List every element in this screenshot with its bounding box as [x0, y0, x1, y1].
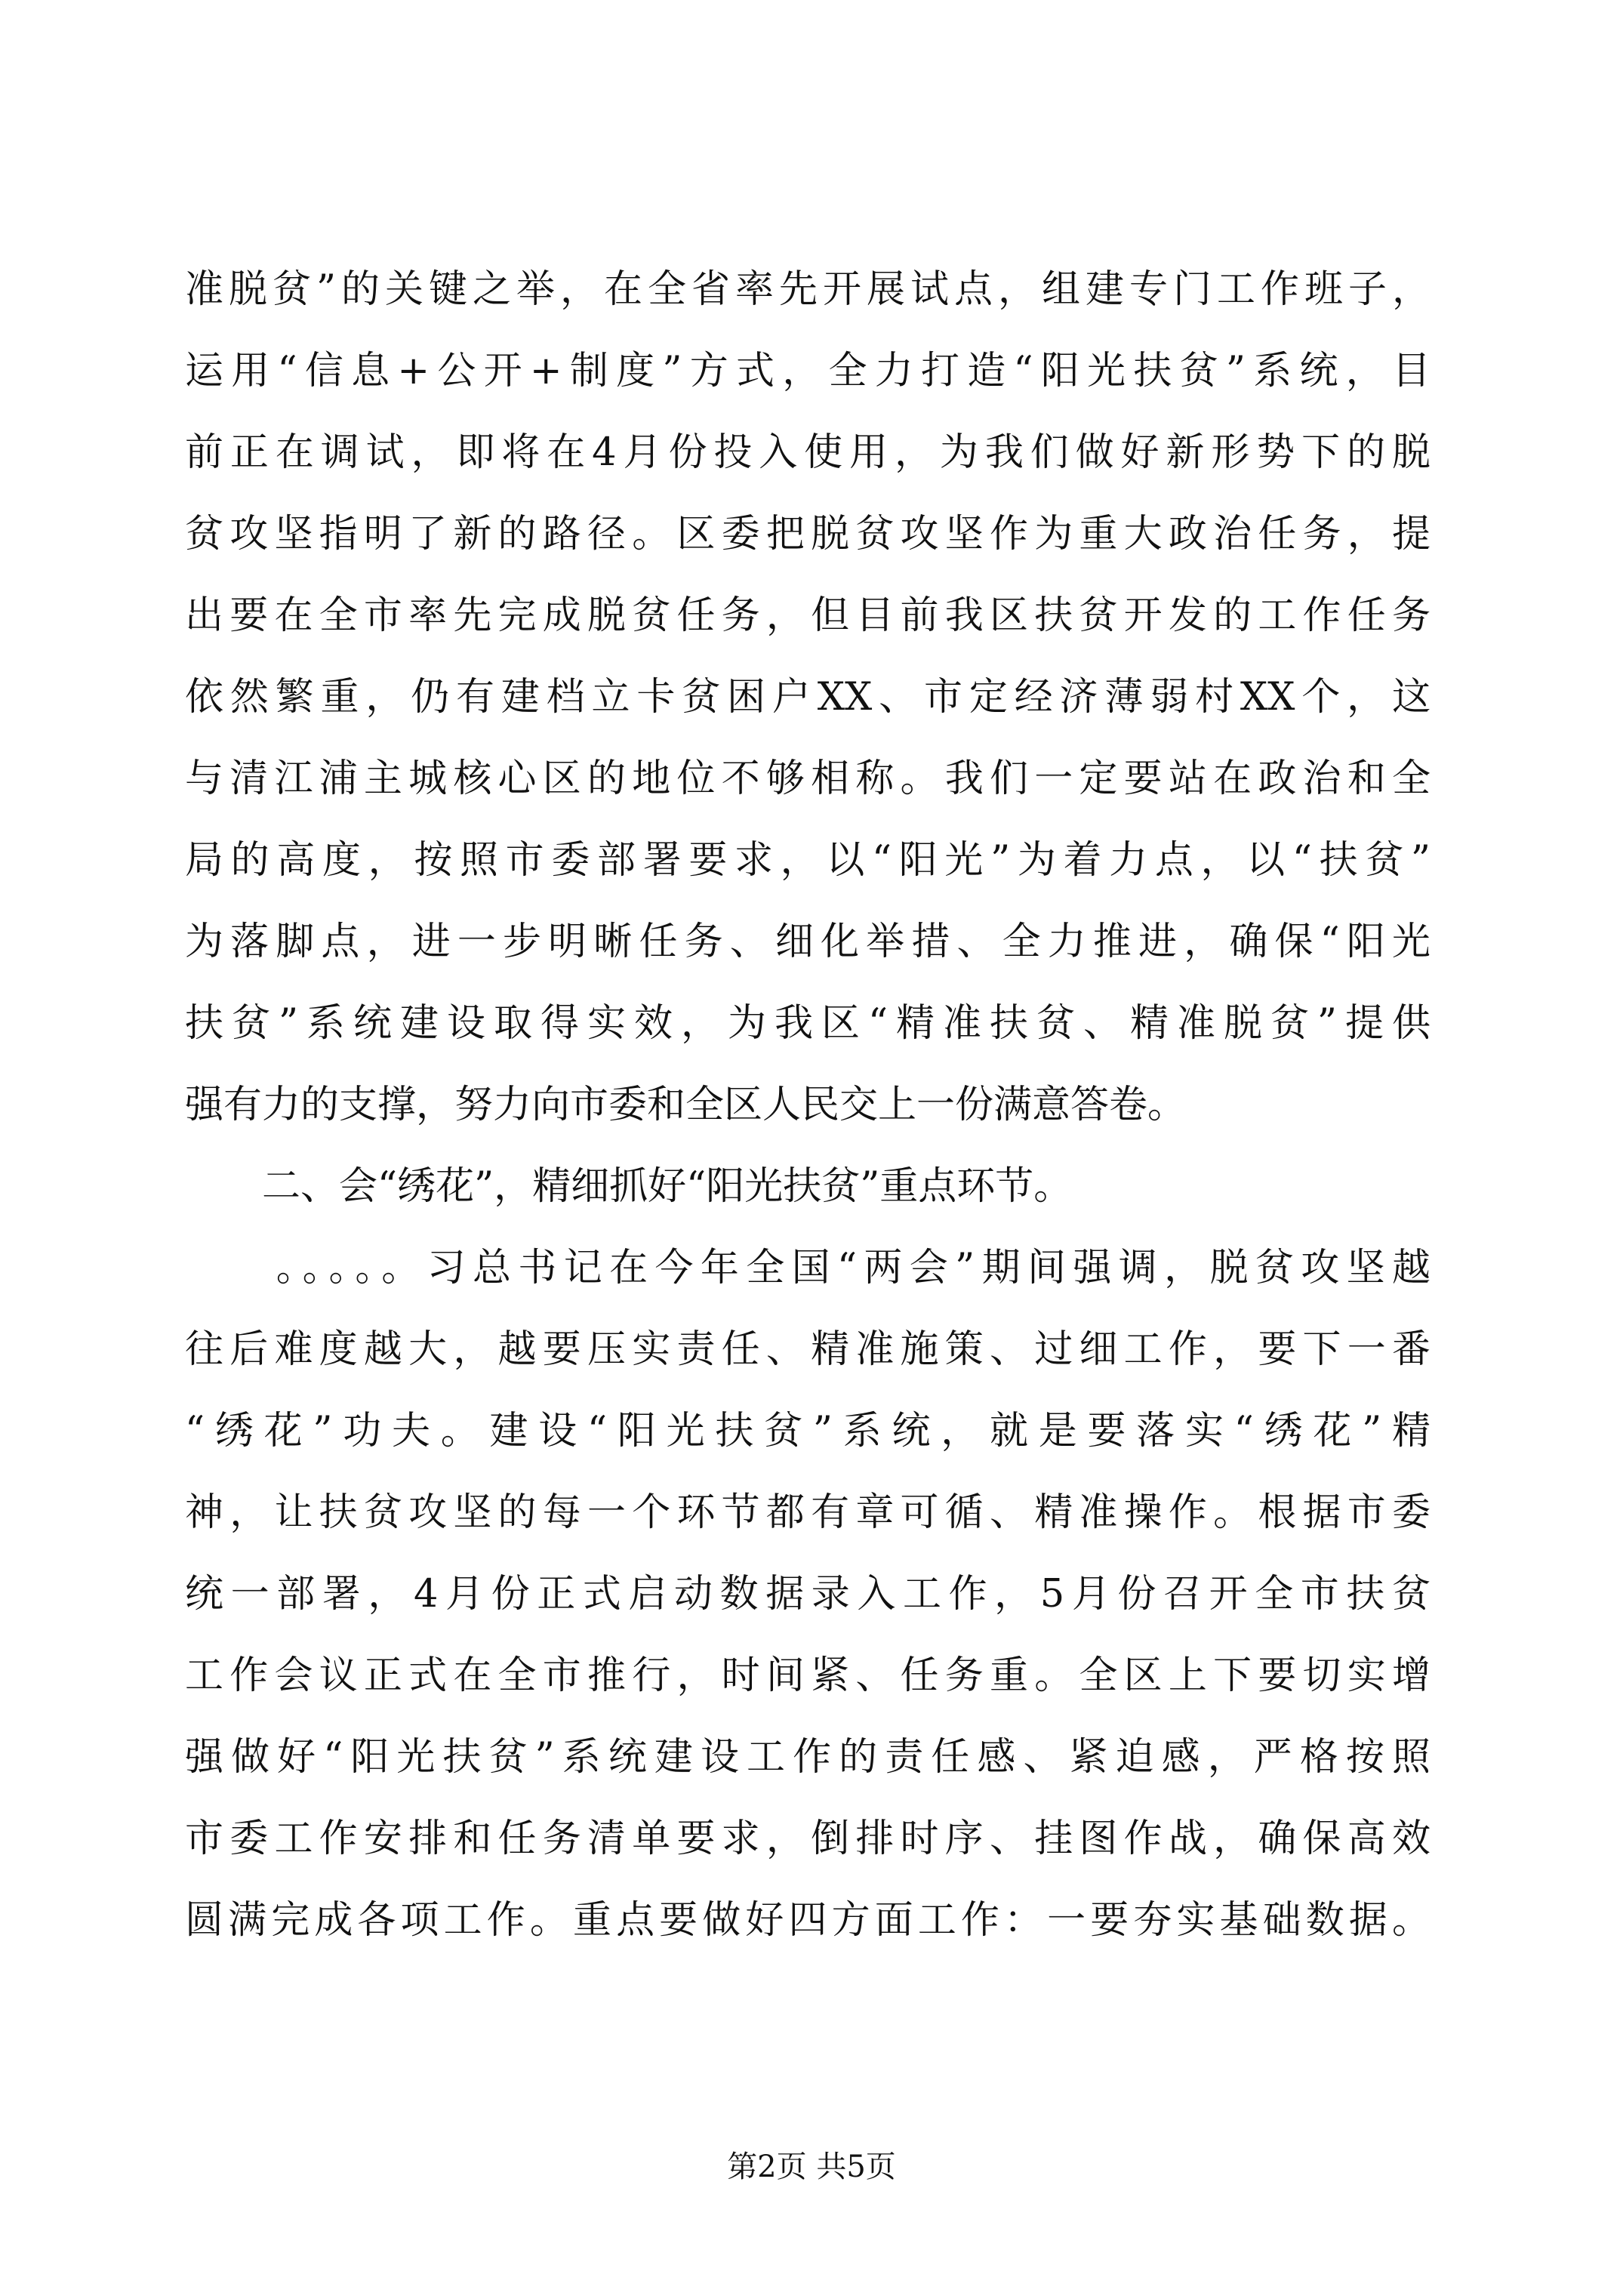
text-line: 统一部署，4月份正式启动数据录入工作，5月份召开全市扶贫 [185, 1572, 1431, 1616]
section-heading: 二、会“绣花”，精细抓好“阳光扶贫”重点环节。 [185, 1164, 1073, 1209]
text-line: 往后难度越大，越要压实责任、精准施策、过细工作，要下一番 [185, 1327, 1431, 1372]
page-number-footer: 第2页 共5页 [727, 2150, 896, 2184]
text-line: 与清江浦主城核心区的地位不够相称。我们一定要站在政治和全 [185, 757, 1431, 801]
text-line: 出要在全市率先完成脱贫任务，但目前我区扶贫开发的工作任务 [185, 593, 1431, 638]
text-line: 前正在调试，即将在4月份投入使用，为我们做好新形势下的脱 [185, 430, 1431, 475]
text-line: 市委工作安排和任务清单要求，倒排时序、挂图作战，确保高效 [185, 1817, 1431, 1861]
text-line: “绣花”功夫。建设“阳光扶贫”系统，就是要落实“绣花”精 [185, 1409, 1431, 1453]
text-line: 工作会议正式在全市推行，时间紧、任务重。全区上下要切实增 [185, 1653, 1431, 1698]
text-line: 为落脚点，进一步明晰任务、细化举措、全力推进，确保“阳光 [185, 920, 1431, 964]
text-line: 强做好“阳光扶贫”系统建设工作的责任感、紧迫感，严格按照 [185, 1735, 1431, 1780]
text-line: 贫攻坚指明了新的路径。区委把脱贫攻坚作为重大政治任务，提 [185, 512, 1431, 556]
text-line: 扶贫”系统建设取得实效，为我区“精准扶贫、精准脱贫”提供 [185, 1001, 1431, 1046]
document-body [185, 249, 1431, 1962]
text-line: 局的高度，按照市委部署要求，以“阳光”为着力点，以“扶贫” [185, 838, 1431, 883]
text-line: 神，让扶贫攻坚的每一个环节都有章可循、精准操作。根据市委 [185, 1490, 1431, 1535]
text-line: 。。。。。习总书记在今年全国“两会”期间强调，脱贫攻坚越 [185, 1246, 1431, 1290]
text-line: 圆满完成各项工作。重点要做好四方面工作：一要夯实基础数据。 [185, 1898, 1431, 1943]
text-line: 强有力的支撑，努力向市委和全区人民交上一份满意答卷。 [185, 1083, 1187, 1127]
text-line: 准脱贫”的关键之举，在全省率先开展试点，组建专门工作班子， [185, 267, 1431, 312]
text-line: 运用“信息+公开+制度”方式，全力打造“阳光扶贫”系统，目 [185, 349, 1431, 393]
text-line: 依然繁重，仍有建档立卡贫困户XX、市定经济薄弱村XX个，这 [185, 675, 1431, 720]
